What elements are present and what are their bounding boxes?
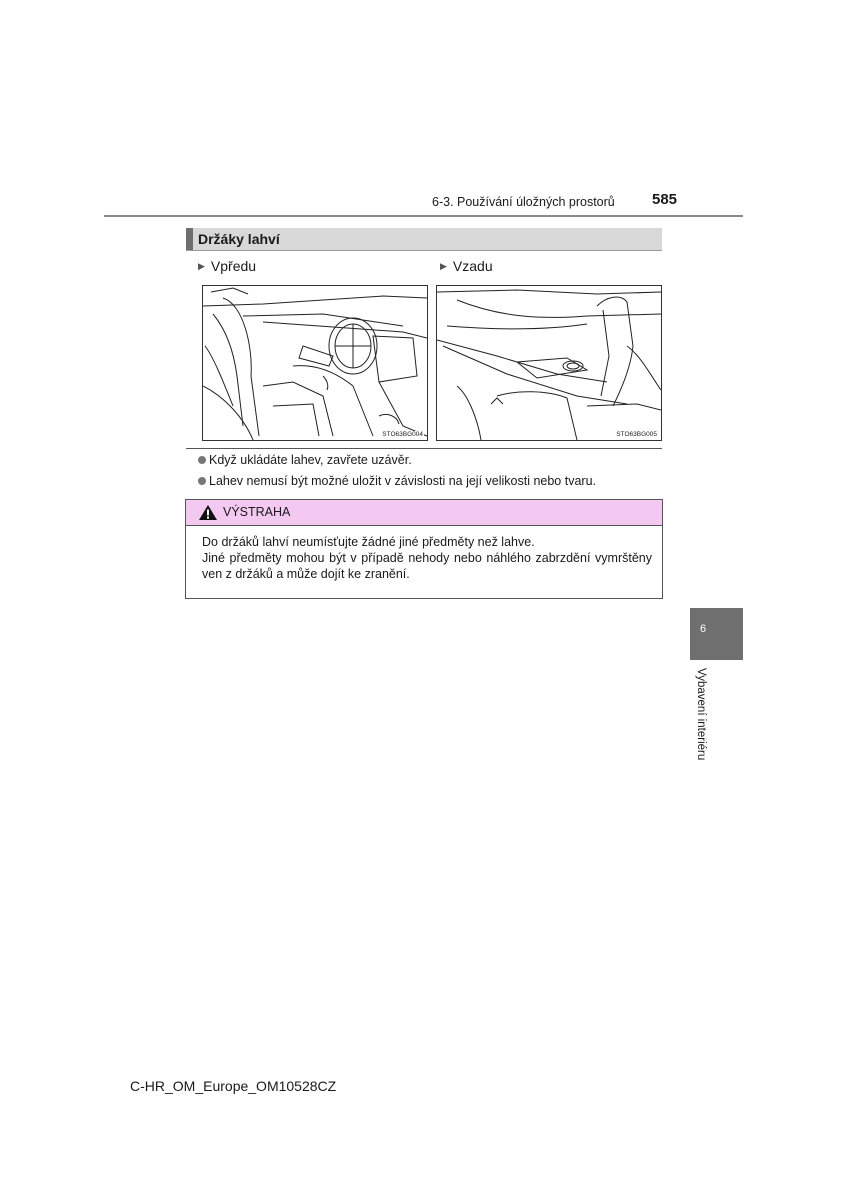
rear-label-text: Vzadu	[452, 258, 493, 274]
rear-bottle-holder-illustration	[436, 285, 662, 441]
list-item	[198, 474, 596, 488]
bullet-icon	[198, 456, 206, 464]
warning-text-line: Do držáků lahví neumísťujte žádné jiné předměty než lahve.	[202, 535, 535, 549]
front-label	[198, 258, 256, 274]
section-heading-accent	[186, 228, 193, 250]
list-item	[198, 453, 412, 467]
rear-label	[440, 258, 493, 274]
warning-header	[186, 500, 662, 526]
bullet-text: Když ukládáte lahev, zavřete uzávěr.	[209, 453, 412, 467]
warning-text-line: Jiné předměty mohou být v případě nehody nebo náhlého zabrzdění vymrštěny ven z držáků a může dojít ke zranění.	[202, 551, 652, 581]
header-section-title: 6-3. Používání úložných prostorů	[432, 195, 615, 209]
chapter-tab	[690, 608, 743, 660]
bullet-icon	[198, 477, 206, 485]
header-divider	[104, 215, 743, 217]
warning-triangle-icon	[198, 504, 218, 521]
bullet-text: Lahev nemusí být možné uložit v závislosti na její velikosti nebo tvaru.	[209, 474, 596, 488]
front-illustration-code: STO63BG004	[382, 431, 423, 438]
section-heading-bar	[186, 228, 662, 251]
illustration-divider	[186, 448, 662, 449]
warning-body	[202, 534, 652, 582]
triangle-right-icon: ▶	[198, 261, 205, 271]
triangle-right-icon: ▶	[440, 261, 447, 271]
section-title: Držáky lahví	[198, 231, 280, 247]
warning-box	[185, 499, 663, 599]
chapter-number: 6	[700, 623, 707, 635]
footer-doc-code: C-HR_OM_Europe_OM10528CZ	[130, 1078, 337, 1094]
warning-title: VÝSTRAHA	[223, 505, 291, 519]
front-bottle-holder-illustration	[202, 285, 428, 441]
page-number: 585	[652, 191, 678, 208]
front-label-text: Vpředu	[210, 258, 257, 274]
chapter-title: Vybavení interiéru	[695, 668, 707, 761]
rear-illustration-code: STO63BG005	[616, 431, 657, 438]
